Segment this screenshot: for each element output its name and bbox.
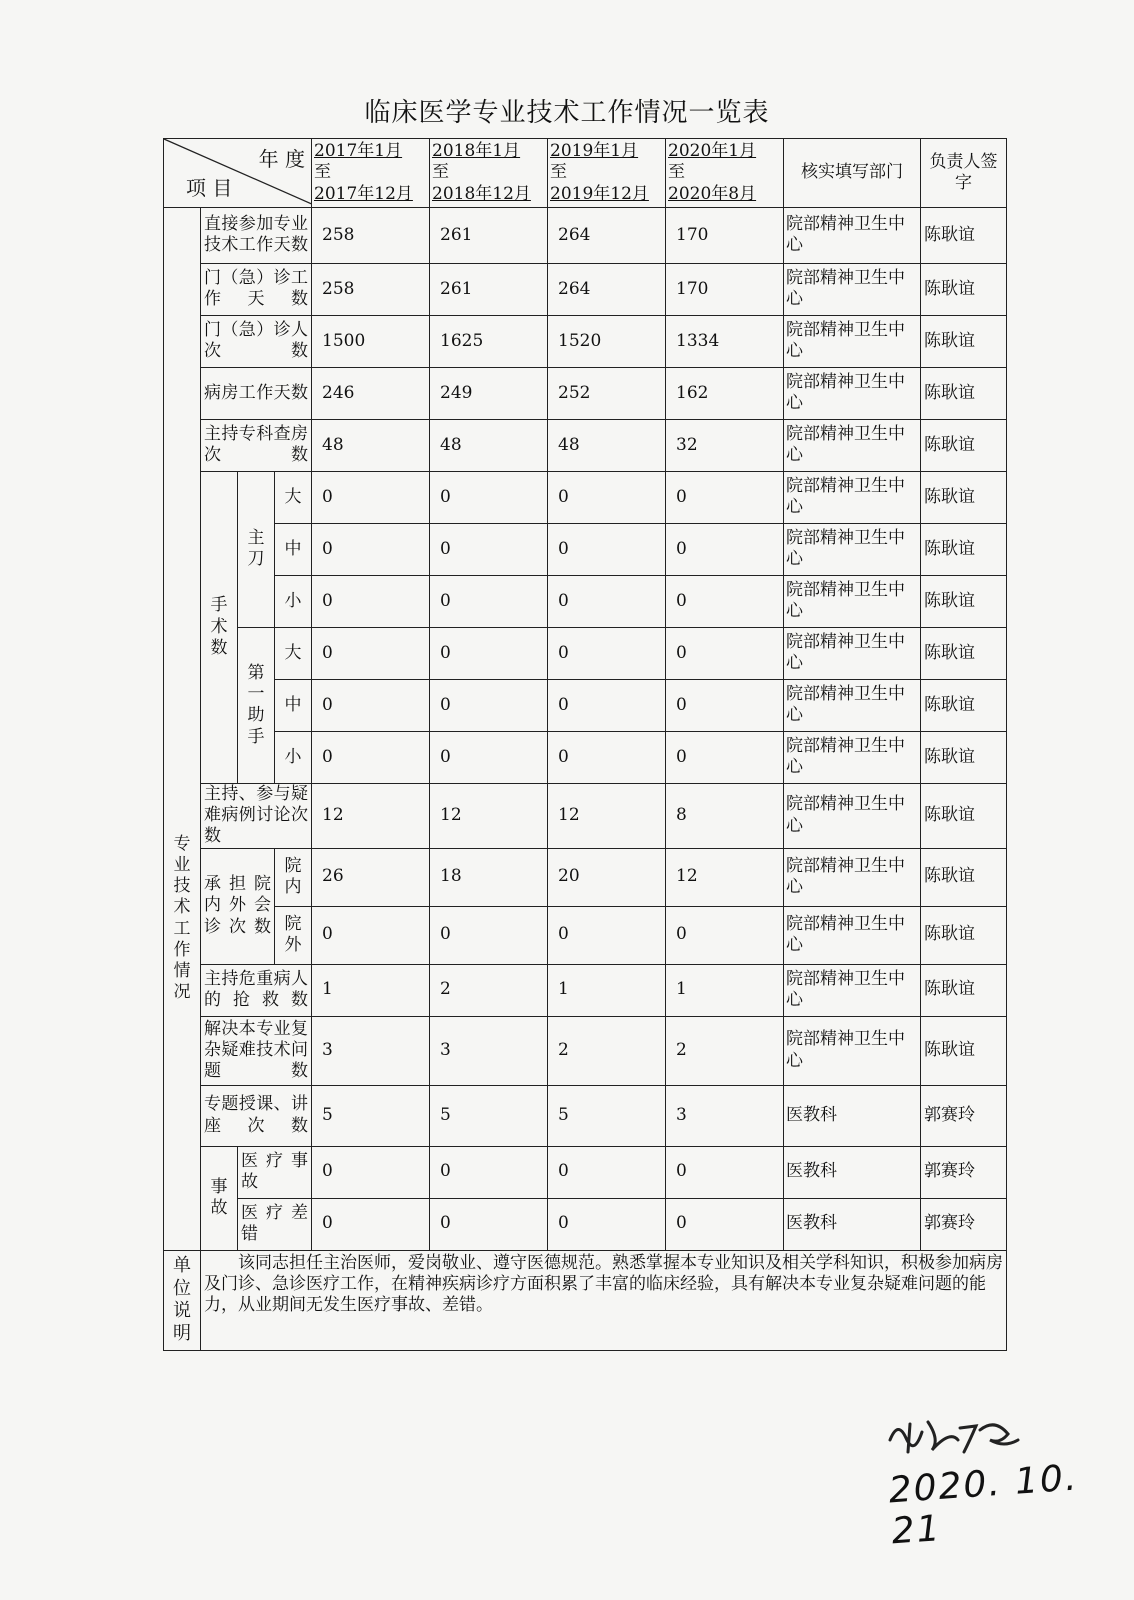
table-row (164, 367, 1007, 419)
signer-cell: 陈耿谊 (921, 315, 1007, 367)
size-label (275, 575, 312, 627)
char: 说 (173, 1300, 191, 1321)
value-cell: 48 (430, 419, 548, 471)
signer-cell: 陈耿谊 (921, 263, 1007, 315)
value-cell: 48 (312, 419, 430, 471)
signer-cell: 郭赛玲 (921, 1085, 1007, 1146)
table-row (164, 1016, 1007, 1085)
char: 手 (210, 595, 228, 616)
accident-type-label: 医疗事故 (238, 1146, 312, 1198)
table-row (164, 263, 1007, 315)
dept-cell: 院部精神卫生中心 (784, 627, 921, 679)
handwritten-signature (880, 1410, 1030, 1464)
item-axis-label: 项 目 (186, 175, 233, 200)
value-cell: 264 (548, 263, 666, 315)
char: 小 (284, 746, 302, 767)
year-to: 2019年12月 (550, 183, 649, 204)
year-to: 2017年12月 (314, 183, 413, 204)
value-cell: 2 (666, 1016, 784, 1085)
year-to-word: 至 (314, 162, 331, 183)
value-cell: 0 (548, 679, 666, 731)
char: 内 (284, 877, 302, 897)
signer-cell: 陈耿谊 (921, 731, 1007, 783)
value-cell: 1500 (312, 315, 430, 367)
unit-note-label (164, 1250, 201, 1350)
signer-cell: 郭赛玲 (921, 1146, 1007, 1198)
signature-date: 2020. 10. 21 (887, 1457, 1080, 1553)
signer-cell: 陈耿谊 (921, 1016, 1007, 1085)
dept-cell: 院部精神卫生中心 (784, 1016, 921, 1085)
value-cell: 0 (548, 523, 666, 575)
item-label: 主持专科查房次数 (201, 419, 312, 471)
signer-cell: 陈耿谊 (921, 367, 1007, 419)
value-cell: 0 (666, 627, 784, 679)
year-header-1 (312, 139, 430, 208)
dept-header: 核实填写部门 (784, 139, 921, 208)
value-cell: 249 (430, 367, 548, 419)
value-cell: 0 (312, 575, 430, 627)
char: 工 (173, 918, 191, 939)
item-label: 病房工作天数 (201, 367, 312, 419)
value-cell: 258 (312, 263, 430, 315)
value-cell: 0 (312, 679, 430, 731)
accident-type-label: 医疗差错 (238, 1198, 312, 1250)
value-cell: 264 (548, 207, 666, 263)
item-label: 主持危重病人的抢救数 (201, 964, 312, 1016)
table-row (164, 523, 1007, 575)
dept-cell: 院部精神卫生中心 (784, 207, 921, 263)
signer-cell: 陈耿谊 (921, 471, 1007, 523)
value-cell: 1 (312, 964, 430, 1016)
signer-cell: 陈耿谊 (921, 964, 1007, 1016)
value-cell: 0 (312, 627, 430, 679)
item-label: 直接参加专业技术工作天数 (201, 207, 312, 263)
char: 助 (247, 705, 265, 726)
char: 数 (210, 637, 228, 658)
signer-cell: 陈耿谊 (921, 783, 1007, 848)
value-cell: 0 (548, 1198, 666, 1250)
value-cell: 0 (666, 523, 784, 575)
char: 位 (173, 1277, 191, 1299)
year-to: 2020年8月 (668, 183, 757, 204)
size-label (275, 523, 312, 575)
char: 大 (284, 486, 302, 507)
value-cell: 170 (666, 207, 784, 263)
char: 一 (247, 684, 265, 704)
surgery-count-label (201, 471, 238, 783)
table-row (164, 139, 1007, 208)
year-header-4 (666, 139, 784, 208)
char: 院 (284, 855, 302, 876)
document-title: 临床医学专业技术工作情况一览表 (364, 98, 770, 128)
value-cell: 0 (430, 1146, 548, 1198)
table-row (164, 964, 1007, 1016)
value-cell: 2 (548, 1016, 666, 1085)
char: 中 (284, 694, 302, 715)
consult-scope-label (275, 906, 312, 964)
year-from: 2018年1月 (432, 141, 521, 161)
table-row (164, 575, 1007, 627)
signer-cell: 陈耿谊 (921, 848, 1007, 906)
year-header-3 (548, 139, 666, 208)
value-cell: 261 (430, 207, 548, 263)
value-cell: 0 (548, 1146, 666, 1198)
dept-cell: 院部精神卫生中心 (784, 367, 921, 419)
section-label (164, 207, 201, 1250)
item-label: 主持、参与疑难病例讨论次数 (201, 783, 312, 848)
char: 外 (284, 935, 302, 955)
char: 中 (284, 538, 302, 559)
table-row (164, 1146, 1007, 1198)
value-cell: 0 (548, 627, 666, 679)
table-row (164, 848, 1007, 906)
year-to-word: 至 (668, 162, 685, 183)
table-row (164, 731, 1007, 783)
value-cell: 0 (666, 1198, 784, 1250)
value-cell: 12 (430, 783, 548, 848)
accident-label (201, 1146, 238, 1250)
signer-header: 负责人签字 (921, 139, 1007, 208)
value-cell: 261 (430, 263, 548, 315)
value-cell: 0 (312, 1146, 430, 1198)
signer-cell: 陈耿谊 (921, 523, 1007, 575)
value-cell: 252 (548, 367, 666, 419)
value-cell: 1520 (548, 315, 666, 367)
value-cell: 0 (430, 906, 548, 964)
value-cell: 26 (312, 848, 430, 906)
char: 大 (284, 642, 302, 663)
value-cell: 0 (548, 471, 666, 523)
value-cell: 0 (548, 731, 666, 783)
value-cell: 3 (430, 1016, 548, 1085)
unit-note-text: 该同志担任主治医师，爱岗敬业、遵守医德规范。熟悉掌握本专业知识及相关学科知识，积极参加病房及门诊、急诊医疗工作，在精神疾病诊疗方面积累了丰富的临床经验，具有解决本专业复杂疑难问题的能力，从业期间无发生医疗事故、差错。 (201, 1250, 1007, 1350)
char: 业 (173, 854, 191, 875)
dept-cell: 医教科 (784, 1085, 921, 1146)
first-assistant-label (238, 627, 275, 783)
value-cell: 18 (430, 848, 548, 906)
value-cell: 8 (666, 783, 784, 848)
year-header-2 (430, 139, 548, 208)
size-label (275, 731, 312, 783)
consult-label: 承担院内外会诊次数 (201, 848, 275, 964)
size-label (275, 679, 312, 731)
value-cell: 3 (312, 1016, 430, 1085)
item-label: 解决本专业复杂疑难技术问题数 (201, 1016, 312, 1085)
main-surgeon-label (238, 471, 275, 627)
value-cell: 0 (430, 1198, 548, 1250)
value-cell: 0 (312, 906, 430, 964)
item-label: 专题授课、讲座次数 (201, 1085, 312, 1146)
consult-scope-label (275, 848, 312, 906)
char: 院 (284, 913, 302, 934)
year-from: 2019年1月 (550, 141, 639, 161)
value-cell: 5 (430, 1085, 548, 1146)
value-cell: 0 (666, 731, 784, 783)
value-cell: 0 (430, 471, 548, 523)
signer-cell: 陈耿谊 (921, 575, 1007, 627)
char: 事 (210, 1176, 228, 1197)
value-cell: 1625 (430, 315, 548, 367)
value-cell: 0 (548, 906, 666, 964)
dept-cell: 院部精神卫生中心 (784, 731, 921, 783)
table-row (164, 783, 1007, 848)
table-row (164, 627, 1007, 679)
value-cell: 5 (312, 1085, 430, 1146)
value-cell: 170 (666, 263, 784, 315)
year-from: 2020年1月 (668, 141, 757, 161)
table-row (164, 471, 1007, 523)
char: 手 (247, 726, 265, 747)
dept-cell: 院部精神卫生中心 (784, 315, 921, 367)
year-to: 2018年12月 (432, 183, 531, 204)
char: 小 (284, 590, 302, 611)
value-cell: 0 (312, 471, 430, 523)
value-cell: 12 (548, 783, 666, 848)
table-row (164, 1198, 1007, 1250)
value-cell: 0 (312, 523, 430, 575)
value-cell: 12 (666, 848, 784, 906)
signer-cell: 陈耿谊 (921, 906, 1007, 964)
dept-cell: 院部精神卫生中心 (784, 471, 921, 523)
value-cell: 0 (666, 906, 784, 964)
dept-cell: 院部精神卫生中心 (784, 783, 921, 848)
table-row (164, 679, 1007, 731)
dept-cell: 院部精神卫生中心 (784, 575, 921, 627)
dept-cell: 院部精神卫生中心 (784, 679, 921, 731)
value-cell: 20 (548, 848, 666, 906)
char: 情 (173, 961, 191, 982)
dept-cell: 院部精神卫生中心 (784, 419, 921, 471)
value-cell: 162 (666, 367, 784, 419)
value-cell: 0 (430, 523, 548, 575)
item-label: 门（急）诊人次数 (201, 315, 312, 367)
table-row (164, 1085, 1007, 1146)
value-cell: 0 (312, 1198, 430, 1250)
dept-cell: 院部精神卫生中心 (784, 523, 921, 575)
value-cell: 3 (666, 1085, 784, 1146)
value-cell: 258 (312, 207, 430, 263)
size-label (275, 627, 312, 679)
signer-cell: 陈耿谊 (921, 207, 1007, 263)
char: 术 (210, 616, 228, 637)
table-row (164, 1250, 1007, 1350)
char: 专 (173, 833, 191, 854)
value-cell: 0 (430, 575, 548, 627)
char: 刀 (247, 549, 265, 570)
value-cell: 0 (666, 679, 784, 731)
value-cell: 1334 (666, 315, 784, 367)
value-cell: 0 (666, 471, 784, 523)
value-cell: 0 (430, 731, 548, 783)
value-cell: 5 (548, 1085, 666, 1146)
char: 技 (173, 876, 191, 897)
work-summary-table (163, 138, 1007, 1351)
char: 况 (173, 982, 191, 1003)
value-cell: 0 (666, 575, 784, 627)
size-label (275, 471, 312, 523)
dept-cell: 院部精神卫生中心 (784, 964, 921, 1016)
signer-cell: 陈耿谊 (921, 627, 1007, 679)
signer-cell: 陈耿谊 (921, 679, 1007, 731)
dept-cell: 医教科 (784, 1146, 921, 1198)
year-from: 2017年1月 (314, 141, 403, 161)
value-cell: 12 (312, 783, 430, 848)
value-cell: 246 (312, 367, 430, 419)
value-cell: 48 (548, 419, 666, 471)
year-to-word: 至 (550, 162, 567, 183)
dept-cell: 院部精神卫生中心 (784, 263, 921, 315)
value-cell: 0 (430, 627, 548, 679)
year-to-word: 至 (432, 162, 449, 183)
dept-cell: 院部精神卫生中心 (784, 906, 921, 964)
item-label: 门（急）诊工作天数 (201, 263, 312, 315)
char: 明 (173, 1322, 191, 1344)
table-row (164, 906, 1007, 964)
table-row (164, 419, 1007, 471)
char: 单 (173, 1255, 191, 1276)
char: 主 (247, 528, 265, 548)
value-cell: 2 (430, 964, 548, 1016)
header-diagonal-cell (164, 139, 312, 208)
table-row (164, 315, 1007, 367)
signer-cell: 郭赛玲 (921, 1198, 1007, 1250)
value-cell: 1 (666, 964, 784, 1016)
value-cell: 0 (666, 1146, 784, 1198)
char: 术 (173, 897, 191, 918)
signer-cell: 陈耿谊 (921, 419, 1007, 471)
char: 作 (173, 939, 191, 960)
value-cell: 0 (312, 731, 430, 783)
dept-cell: 医教科 (784, 1198, 921, 1250)
table-row (164, 207, 1007, 263)
char: 故 (210, 1198, 228, 1218)
dept-cell: 院部精神卫生中心 (784, 848, 921, 906)
value-cell: 1 (548, 964, 666, 1016)
value-cell: 0 (548, 575, 666, 627)
char: 第 (247, 662, 265, 683)
year-axis-label: 年 度 (258, 147, 305, 171)
value-cell: 32 (666, 419, 784, 471)
value-cell: 0 (430, 679, 548, 731)
